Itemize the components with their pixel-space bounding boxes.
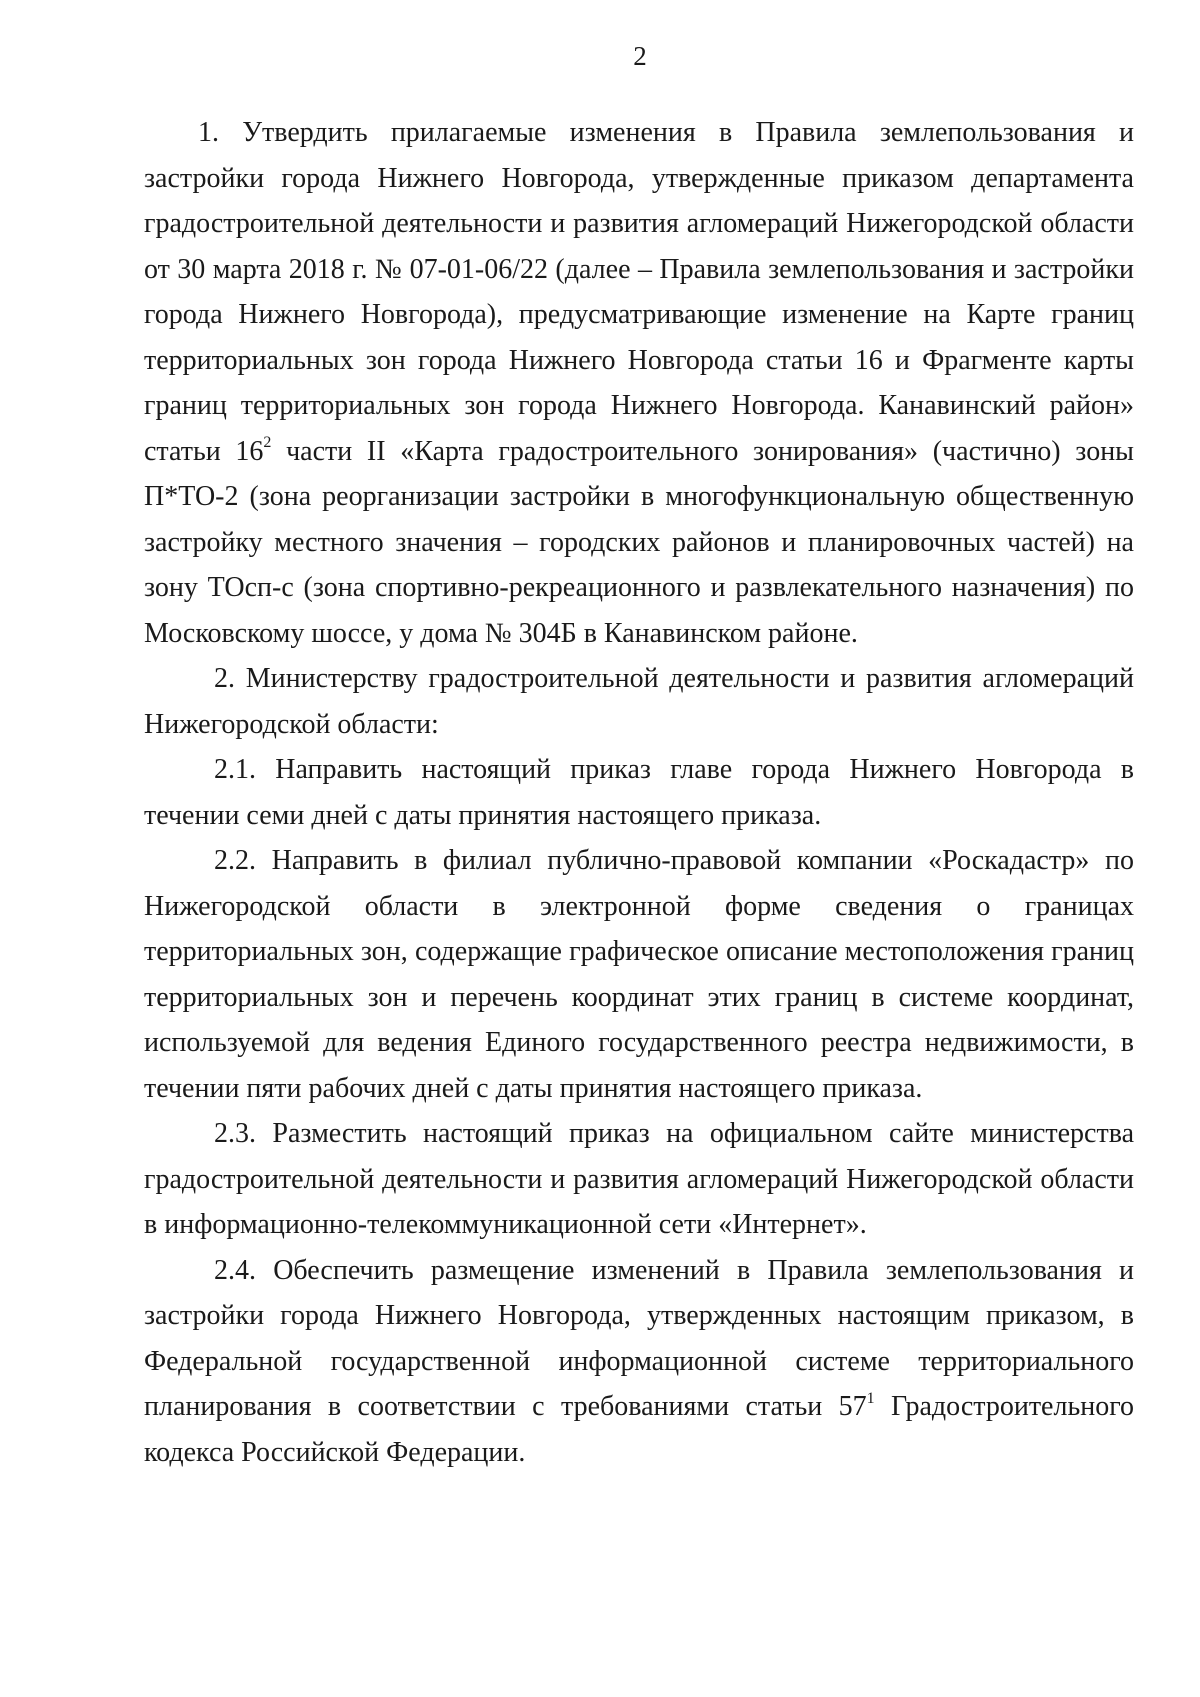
document-body (144, 110, 1134, 1475)
paragraph-2-4-text-b: Градостроительного кодекса Российской Федерации. (144, 1391, 1135, 1468)
paragraph-2-1: 2.1. Направить настоящий приказ главе города Нижнего Новгорода в течении семи дней с даты принятия настоящего приказа. (144, 754, 1134, 831)
paragraph-2: 2. Министерству градостроительной деятельности и развития агломераций Нижегородской области: (144, 663, 1134, 740)
paragraph-1-text-a: 1. Утвердить прилагаемые изменения в Правила землепользования и застройки города Нижнего Новгорода, утвержденные приказом департамента градостроительной деятельности и развития агломераций Нижегородской области от 30 марта 2018 г. № 07-01-06/22 (далее – Правила землепользования и застройки города Нижнего Новгорода), предусматривающие изменение на Карте границ территориальных зон города Нижнего Новгорода статьи 16 и Фрагменте карты границ территориальных зон города Нижнего Новгорода. Канавинский район» статьи 16 (144, 117, 1134, 467)
paragraph-2-3: 2.3. Разместить настоящий приказ на официальном сайте министерства градостроительной деятельности и развития агломераций Нижегородской области в информационно-телекоммуникационной сети «Интернет». (144, 1118, 1134, 1240)
paragraph-1 (144, 110, 1134, 656)
paragraph-2-2: 2.2. Направить в филиал публично-правовой компании «Роскадастр» по Нижегородской области в электронной форме сведения о границах территориальных зон, содержащие графическое описание местоположения границ территориальных зон и перечень координат этих границ в системе координат, используемой для ведения Единого государственного реестра недвижимости, в течении пяти рабочих дней с даты принятия настоящего приказа. (144, 845, 1134, 1104)
superscript-2: 2 (263, 434, 272, 452)
paragraph-2-4-text-a: 2.4. Обеспечить размещение изменений в Правила землепользования и застройки города Нижнего Новгорода, утвержденных настоящим приказом, в Федеральной государственной информационной системе территориального планирования в соответствии с требованиями статьи 57 (144, 1254, 1134, 1422)
superscript-1: 1 (866, 1389, 875, 1407)
paragraph-1-text-b: части II «Карта градостроительного зонирования» (частично) зоны П*ТО-2 (зона реорганизации застройки в многофункциональную общественную застройку местного значения – городских районов и планировочных частей) на зону ТОсп-с (зона спортивно-рекреационного и развлекательного назначения) по Московскому шоссе, у дома № 304Б в Канавинском районе. (144, 435, 1134, 649)
paragraph-2-4 (144, 1248, 1134, 1476)
page-number: 2 (633, 41, 647, 71)
